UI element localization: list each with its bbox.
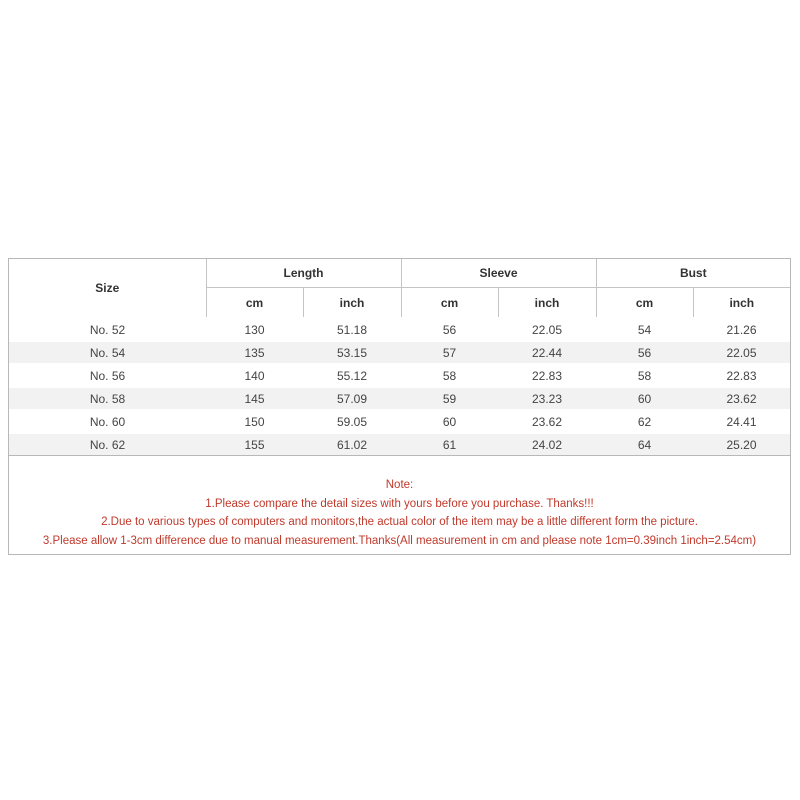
table-row: [9, 318, 790, 341]
length-cm-cell: 155: [206, 433, 303, 455]
bust-cm-cell: 60: [596, 387, 693, 410]
size-cell: No. 56: [9, 364, 206, 387]
sleeve-cm-cell: 58: [401, 364, 498, 387]
table-row: [9, 433, 790, 455]
length-inch-cell: 61.02: [303, 433, 401, 455]
header-bust-cm: cm: [596, 288, 693, 319]
length-cm-cell: 145: [206, 387, 303, 410]
header-bust: Bust: [596, 259, 790, 288]
table-row: [9, 410, 790, 433]
table-row: [9, 341, 790, 364]
length-inch-cell: 55.12: [303, 364, 401, 387]
length-cm-cell: 135: [206, 341, 303, 364]
header-length-inch: inch: [303, 288, 401, 319]
notes-title: Note:: [385, 479, 414, 491]
sleeve-cm-cell: 61: [401, 433, 498, 455]
sleeve-inch-cell: 22.05: [498, 318, 596, 341]
header-length-cm: cm: [206, 288, 303, 319]
sleeve-inch-cell: 23.23: [498, 387, 596, 410]
sleeve-inch-cell: 23.62: [498, 410, 596, 433]
bust-cm-cell: 56: [596, 341, 693, 364]
notes-section: [9, 455, 790, 554]
bust-inch-cell: 24.41: [693, 410, 790, 433]
note-line-2: 2.Due to various types of computers and monitors,the actual color of the item may be a little different form the picture.: [101, 516, 698, 528]
note-line-1: 1.Please compare the detail sizes with yours before you purchase. Thanks!!!: [205, 497, 594, 510]
bust-inch-cell: 22.83: [693, 364, 790, 387]
table-row: [9, 364, 790, 387]
header-length: Length: [206, 259, 401, 288]
header-bust-inch: inch: [693, 288, 790, 319]
bust-inch-cell: 25.20: [693, 433, 790, 455]
sleeve-inch-cell: 22.83: [498, 364, 596, 387]
length-cm-cell: 130: [206, 318, 303, 341]
sleeve-inch-cell: 22.44: [498, 341, 596, 364]
header-size: Size: [9, 259, 206, 318]
sleeve-cm-cell: 57: [401, 341, 498, 364]
header-sleeve: Sleeve: [401, 259, 596, 288]
size-cell: No. 52: [9, 318, 206, 341]
length-inch-cell: 57.09: [303, 387, 401, 410]
bust-cm-cell: 62: [596, 410, 693, 433]
sleeve-inch-cell: 24.02: [498, 433, 596, 455]
size-table: [9, 259, 790, 455]
header-sleeve-cm: cm: [401, 288, 498, 319]
bust-cm-cell: 58: [596, 364, 693, 387]
size-cell: No. 54: [9, 341, 206, 364]
length-inch-cell: 51.18: [303, 318, 401, 341]
sleeve-cm-cell: 56: [401, 318, 498, 341]
header-row-groups: [9, 259, 790, 288]
bust-cm-cell: 64: [596, 433, 693, 455]
note-line-3: 3.Please allow 1-3cm difference due to manual measurement.Thanks(All measurement in cm and please note 1cm=0.39inch 1inch=2.54cm): [42, 534, 757, 547]
bust-inch-cell: 21.26: [693, 318, 790, 341]
bust-inch-cell: 23.62: [693, 387, 790, 410]
size-cell: No. 62: [9, 433, 206, 455]
length-cm-cell: 140: [206, 364, 303, 387]
bust-cm-cell: 54: [596, 318, 693, 341]
size-cell: No. 60: [9, 410, 206, 433]
length-inch-cell: 59.05: [303, 410, 401, 433]
sleeve-cm-cell: 60: [401, 410, 498, 433]
bust-inch-cell: 22.05: [693, 341, 790, 364]
size-chart: [8, 258, 791, 555]
table-row: [9, 387, 790, 410]
length-cm-cell: 150: [206, 410, 303, 433]
length-inch-cell: 53.15: [303, 341, 401, 364]
size-cell: No. 58: [9, 387, 206, 410]
header-sleeve-inch: inch: [498, 288, 596, 319]
sleeve-cm-cell: 59: [401, 387, 498, 410]
